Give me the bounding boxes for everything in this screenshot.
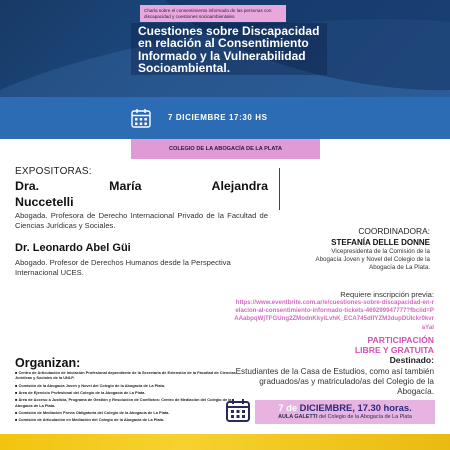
coordinadora-heading: COORDINADORA: — [358, 226, 430, 236]
speaker2-name: Dr. Leonardo Abel Güi — [15, 242, 131, 254]
organizer-item-text: Área de Ejercicio Profesional del Colegio de la Abogacía de La Plata. — [18, 389, 146, 395]
participation-label — [355, 335, 434, 355]
organizer-item: ■ Área de Acceso a Justicia, Programa de Gestión y Resolución de Conflictos: Centro de Mediación del Colegio de la Abogacía de La Plata. — [15, 397, 232, 408]
organizer-item-text: Centro de Articulación de Iniciación Profesional dependiente de la Secretaría de Extensión de la Facultad de Ciencias Jurídicas y Sociales de la UNLP. — [15, 370, 236, 381]
destinado-description: Estudiantes de la Casa de Estudios, como así también graduados/as y matriculado/as del Colegio de la Abogacía. — [235, 367, 434, 396]
event-title-line: en relación al Consentimiento — [138, 36, 309, 51]
organizer-item: ■ Área de Ejercicio Profesional del Colegio de la Abogacía de La Plata. — [15, 389, 146, 395]
participation-line: PARTICIPACIÓN — [367, 335, 434, 345]
organizer-item-text: Comisión de Mediación Previa Obligatoria del Colegio de la Abogacía de La Plata. — [18, 409, 170, 415]
organizer-item-text: Área de Acceso a Justicia, Programa de Gestión y Resolución de Conflictos: Centro de Mediación del Colegio de la Abogacía de La Plata. — [15, 397, 232, 408]
header-banner — [0, 0, 450, 97]
event-title — [131, 23, 327, 75]
venue-bar: COLEGIO DE LA ABOGACÍA DE LA PLATA — [131, 139, 320, 159]
event-title-line: Socioambiental. — [138, 60, 231, 75]
bottom-venue — [255, 413, 435, 421]
inscripcion-label: Requiere inscripción previa: — [340, 290, 434, 299]
registration-link[interactable]: https://www.eventbrite.com.ar/e/cuestiones-sobre-discapacidad-en-relacion-al-consentimiento-informado-tickets-469299947777?fbclid=PAAabpqWjTFGUng2ZModnKkyiLvhK_ECA745dlfYZM3dupDUIckr0kvraYal — [234, 299, 434, 331]
bottom-date — [255, 402, 435, 413]
speaker1-name-part: Alejandra — [211, 179, 268, 193]
speaker1-name-part: Dra. — [15, 179, 40, 193]
date-bar — [0, 97, 450, 139]
speaker1-description: Abogada. Profesora de Derecho Internacional Privado de la Facultad de Ciencias Jurídicas y Sociales. — [15, 211, 268, 230]
event-title-line: Informado y la Vulnerabilidad — [138, 48, 306, 63]
intro-tag: Charla sobre el consentimiento informado de las personas con discapacidad y cuestiones socioambientales. — [140, 5, 286, 22]
calendar-icon — [225, 397, 251, 423]
organizer-item-text: Comisión de Articulación en Mediación del Colegio de la Abogacía de La Plata. — [18, 417, 165, 423]
bottom-venue-rest: del Colegio de la Abogacía de La Plata — [317, 414, 412, 420]
vertical-divider — [279, 168, 280, 210]
speaker1-name — [15, 179, 268, 210]
calendar-icon — [130, 107, 152, 129]
bottom-venue-room: AULA GALETTI — [278, 414, 318, 420]
expositoras-heading: EXPOSITORAS: — [15, 166, 92, 177]
participation-line: LIBRE Y GRATUITA — [354, 345, 434, 355]
organizer-item: ■ Comisión de Mediación Previa Obligatoria del Colegio de la Abogacía de La Plata. — [15, 409, 170, 415]
destinado-heading: Destinado: — [389, 355, 434, 365]
organizer-item: ■ Comisión de Articulación en Mediación del Colegio de la Abogacía de La Plata. — [15, 417, 165, 423]
bottom-date-day: 7 de — [278, 402, 298, 413]
event-title-line: Cuestiones sobre Discapacidad — [138, 24, 320, 38]
event-date-box — [255, 400, 435, 424]
speaker1-name-last: Nuccetelli — [15, 194, 74, 209]
organizers-list — [15, 370, 245, 425]
coordinadora-name: STEFANÍA DELLE DONNE — [331, 238, 430, 247]
speaker1-name-part: María — [109, 179, 142, 193]
coordinadora-description: Vicepresidenta de la Comisión de la Abogacía Joven y Novel del Colegio de la Abogacía de La Plata. — [315, 248, 430, 271]
speaker2-description: Abogado. Profesor de Derechos Humanos desde la Perspectiva Internacional UCES. — [15, 258, 231, 277]
footer-stripe — [0, 434, 450, 450]
organizer-item-text: Comisión de la Abogacía Joven y Novel del Colegio de la Abogacía de La Plata. — [18, 382, 165, 388]
bottom-date-rest: DICIEMBRE, 17.30 horas. — [297, 402, 412, 413]
event-date-time: 7 DICIEMBRE 17:30 HS — [168, 113, 268, 122]
organizan-heading: Organizan: — [15, 356, 81, 370]
organizer-item: ■ Comisión de la Abogacía Joven y Novel del Colegio de la Abogacía de La Plata. — [15, 382, 165, 388]
organizer-item: ■ Centro de Articulación de Iniciación Profesional dependiente de la Secretaría de Extensión de la Facultad de Ciencias Jurídicas y Sociales de la UNLP. — [15, 370, 236, 381]
